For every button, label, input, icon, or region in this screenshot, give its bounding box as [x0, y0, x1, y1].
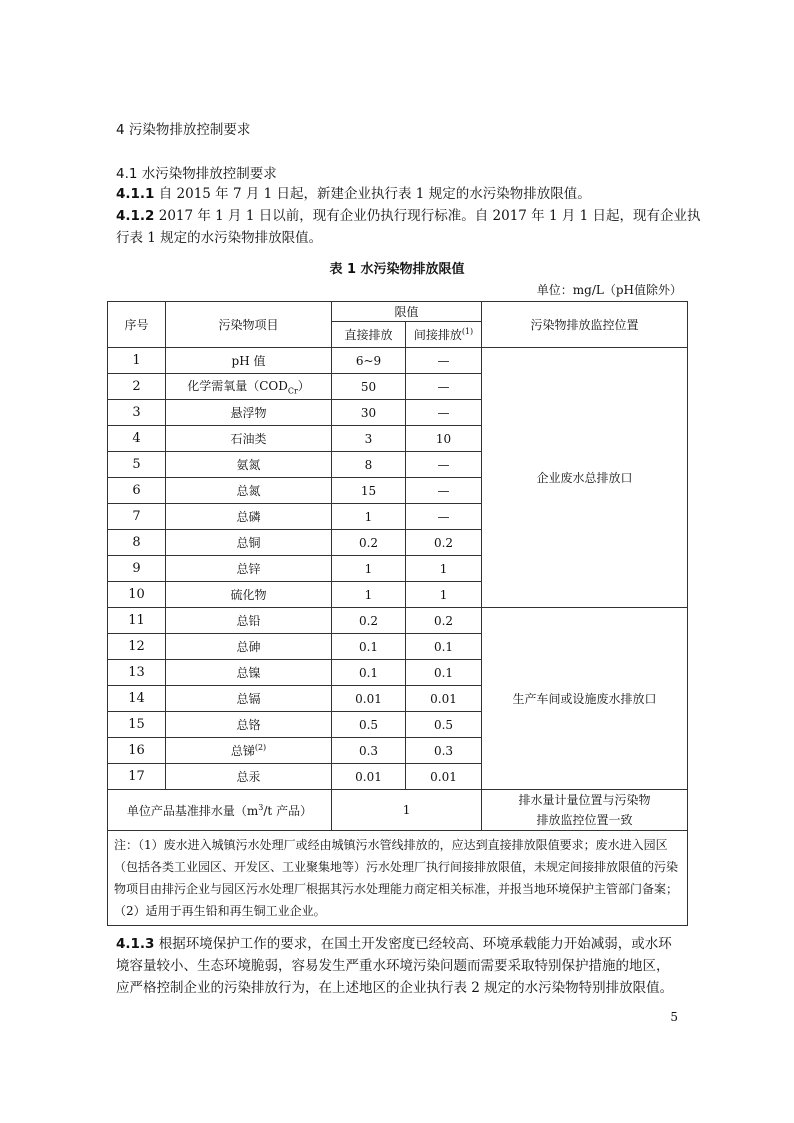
cell-indirect: 0.2 — [406, 530, 482, 556]
cell-no: 14 — [108, 686, 166, 712]
cell-no: 11 — [108, 608, 166, 634]
table-row — [108, 348, 688, 374]
cell-no: 10 — [108, 582, 166, 608]
cell-location-workshop-outlet: 生产车间或设施废水排放口 — [482, 608, 688, 790]
paragraph-4-1-3-line2: 境容量较小、生态环境脆弱，容易发生严重水环境污染问题而需要采取特别保护措施的地区， — [116, 958, 670, 974]
cell-direct: 0.3 — [332, 738, 406, 764]
cell-item: 总铬 — [166, 712, 332, 738]
cell-item: 总镍 — [166, 660, 332, 686]
cell-direct: 30 — [332, 400, 406, 426]
cell-direct: 0.2 — [332, 530, 406, 556]
cell-location-total-outlet: 企业废水总排放口 — [482, 348, 688, 608]
cell-no: 4 — [108, 426, 166, 452]
cell-no: 15 — [108, 712, 166, 738]
header-direct: 直接排放 — [332, 322, 406, 348]
cell-no: 9 — [108, 556, 166, 582]
cell-item: 总锌 — [166, 556, 332, 582]
header-indirect: 间接排放$^{(1)}$ — [406, 322, 482, 348]
cell-no: 17 — [108, 764, 166, 790]
cell-direct: 1 — [332, 582, 406, 608]
cell-indirect: 0.01 — [406, 764, 482, 790]
cell-no: 3 — [108, 400, 166, 426]
cell-indirect: 0.5 — [406, 712, 482, 738]
table-unit: 单位：mg/L（pH值除外） — [536, 283, 682, 297]
header-no: 序号 — [108, 302, 166, 348]
cell-indirect: — — [406, 374, 482, 400]
cell-no: 6 — [108, 478, 166, 504]
cell-indirect: 0.01 — [406, 686, 482, 712]
cell-item: 总锑$^{(2)}$ — [166, 738, 332, 764]
cell-indirect: 0.3 — [406, 738, 482, 764]
paragraph-4-1-3-line3: 应严格控制企业的污染排放行为，在上述地区的企业执行表 2 规定的水污染物特别排放限值。 — [116, 980, 674, 996]
cell-item: 总砷 — [166, 634, 332, 660]
cell-item: 总铅 — [166, 608, 332, 634]
cell-indirect: — — [406, 348, 482, 374]
cell-no: 8 — [108, 530, 166, 556]
cell-no: 12 — [108, 634, 166, 660]
cell-item: 总氮 — [166, 478, 332, 504]
cell-direct: 8 — [332, 452, 406, 478]
subsection-heading: 4.1 水污染物排放控制要求 — [116, 166, 277, 182]
paragraph-4-1-3: 4.1.3 根据环境保护工作的要求，在国土开发密度已经较高、环境承载能力开始减弱，或水环 — [116, 936, 672, 952]
cell-direct: 0.5 — [332, 712, 406, 738]
cell-direct: 1 — [332, 556, 406, 582]
cell-item: 悬浮物 — [166, 400, 332, 426]
cell-direct: 3 — [332, 426, 406, 452]
cell-direct: 0.01 — [332, 764, 406, 790]
table-title: 表 1 水污染物排放限值 — [329, 262, 465, 277]
cell-direct: 0.01 — [332, 686, 406, 712]
paragraph-4-1-2-cont: 行表 1 规定的水污染物排放限值。 — [116, 230, 323, 246]
cell-indirect: 0.1 — [406, 660, 482, 686]
cell-indirect: 10 — [406, 426, 482, 452]
header-limit: 限值 — [332, 302, 482, 322]
cell-direct: 0.1 — [332, 634, 406, 660]
header-location: 污染物排放监控位置 — [482, 302, 688, 348]
cell-item: 总铜 — [166, 530, 332, 556]
cell-no: 13 — [108, 660, 166, 686]
cell-indirect: 0.1 — [406, 634, 482, 660]
cell-item: 总磷 — [166, 504, 332, 530]
cell-indirect: — — [406, 400, 482, 426]
page-number: 5 — [670, 1010, 678, 1024]
cell-item: pH 值 — [166, 348, 332, 374]
table-row — [108, 608, 688, 634]
cell-indirect: — — [406, 478, 482, 504]
cell-direct: 50 — [332, 374, 406, 400]
table-note: 注：（1）废水进入城镇污水处理厂或经由城镇污水管线排放的，应达到直接排放限值要求；废水进入园区（包括各类工业园区、开发区、工业聚集地等）污水处理厂执行间接排放限值，未规定间接排放限值的污染物项目由排污企业与园区污水处理厂根据其污水处理能力商定相关标准，并报当地环境保护主管部门备案；（2）适用于再生铅和再生铜工业企业。 — [108, 831, 688, 926]
cell-direct: 0.1 — [332, 660, 406, 686]
cell-indirect: 1 — [406, 582, 482, 608]
cell-item: 总汞 — [166, 764, 332, 790]
unit-discharge-value: 1 — [332, 790, 482, 831]
cell-item: 总镉 — [166, 686, 332, 712]
section-heading: 4 污染物排放控制要求 — [116, 122, 251, 138]
cell-no: 16 — [108, 738, 166, 764]
cell-no: 1 — [108, 348, 166, 374]
unit-discharge-row — [108, 790, 688, 831]
cell-item: 化学需氧量$(COD_{Cr})$ — [166, 374, 332, 400]
cell-no: 5 — [108, 452, 166, 478]
paragraph-4-1-2: 4.1.2 2017 年 1 月 1 日以前，现有企业仍执行现行标准。自 2017 年 1 月 1 日起，现有企业执 — [116, 208, 701, 224]
cell-direct: 0.2 — [332, 608, 406, 634]
unit-discharge-label: 单位产品基准排水量（$m^3/t$ 产品） — [108, 790, 332, 831]
paragraph-4-1-1: 4.1.1 自 2015 年 7 月 1 日起，新建企业执行表 1 规定的水污染物排放限值。 — [116, 186, 591, 202]
cell-item: 石油类 — [166, 426, 332, 452]
cell-indirect: — — [406, 504, 482, 530]
cell-item: 硫化物 — [166, 582, 332, 608]
cell-indirect: 1 — [406, 556, 482, 582]
cell-indirect: — — [406, 452, 482, 478]
cell-indirect: 0.2 — [406, 608, 482, 634]
cell-direct: 15 — [332, 478, 406, 504]
header-item: 污染物项目 — [166, 302, 332, 348]
cell-item: 氨氮 — [166, 452, 332, 478]
cell-no: 7 — [108, 504, 166, 530]
emission-limits-table — [107, 301, 688, 926]
unit-discharge-location: 排水量计量位置与污染物 排放监控位置一致 — [482, 790, 688, 831]
cell-no: 2 — [108, 374, 166, 400]
cell-direct: 1 — [332, 504, 406, 530]
cell-direct: 6~9 — [332, 348, 406, 374]
